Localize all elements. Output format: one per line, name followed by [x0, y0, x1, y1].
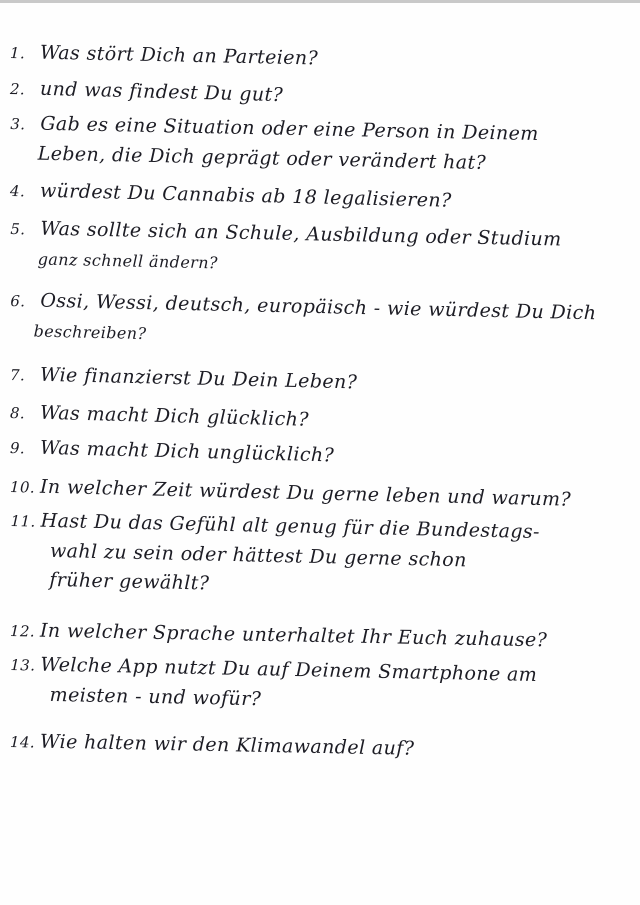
question-number: 5.	[10, 220, 26, 239]
question-7	[10, 360, 636, 405]
question-number: 13.	[10, 656, 36, 675]
question-14-line-1	[10, 727, 635, 769]
question-text: würdest Du Cannabis ab 18 legalisieren?	[39, 179, 452, 212]
question-3-line-2: Leben, die Dich geprägt oder verändert hat?	[37, 142, 487, 174]
question-number: 12.	[9, 622, 36, 641]
question-13	[9, 650, 635, 722]
question-number: 2.	[9, 80, 26, 99]
question-text: Gab es eine Situation oder eine Person in Deinem	[40, 112, 539, 146]
question-3	[9, 109, 635, 181]
question-text: Was macht Dich unglücklich?	[39, 436, 335, 467]
question-4-line-1	[10, 176, 636, 221]
question-text: Hast Du das Gefühl alt genug für die Bundestags-	[40, 509, 541, 544]
question-6-line-2: beschreiben?	[33, 321, 147, 344]
question-text: und was findest Du gut?	[39, 77, 284, 107]
question-5-line-2: ganz schnell ändern?	[37, 249, 219, 273]
question-6	[9, 286, 635, 359]
question-text: Was stört Dich an Parteien?	[39, 41, 319, 70]
question-4	[10, 176, 636, 221]
question-text: In welcher Zeit würdest Du gerne leben und warum?	[39, 475, 572, 511]
question-text: Wie finanzierst Du Dein Leben?	[39, 363, 358, 394]
question-14	[10, 727, 635, 769]
question-text: Wie halten wir den Klimawandel auf?	[39, 730, 415, 760]
question-5	[9, 214, 635, 286]
question-11-line-2: wahl zu sein oder hättest Du gerne schon	[49, 539, 468, 572]
question-text: Ossi, Wessi, deutsch, europäisch - wie würdest Du Dich	[40, 289, 597, 325]
question-number: 6.	[10, 292, 26, 311]
question-number: 8.	[9, 404, 26, 423]
question-number: 1.	[9, 44, 26, 63]
question-text: Was sollte sich an Schule, Ausbildung oder Studium	[40, 217, 562, 251]
question-number: 4.	[9, 182, 26, 201]
question-number: 14.	[9, 733, 36, 752]
question-1	[10, 38, 635, 81]
question-text: Welche App nutzt Du auf Deinem Smartphone am	[40, 653, 538, 687]
question-number: 11.	[10, 512, 36, 531]
question-text: In welcher Sprache unterhaltet Ihr Euch zuhause?	[39, 619, 548, 652]
question-11	[9, 506, 636, 608]
question-11-line-3: früher gewählt?	[49, 568, 210, 595]
question-13-line-2: meisten - und wofür?	[49, 683, 262, 711]
question-number: 3.	[10, 115, 26, 134]
question-7-line-1	[10, 360, 636, 405]
question-1-line-1	[10, 38, 635, 81]
question-text: Was macht Dich glücklich?	[39, 401, 310, 431]
question-number: 9.	[9, 439, 26, 458]
question-number: 10.	[9, 478, 36, 497]
question-number: 7.	[9, 366, 26, 385]
scan-top-edge	[0, 0, 640, 3]
